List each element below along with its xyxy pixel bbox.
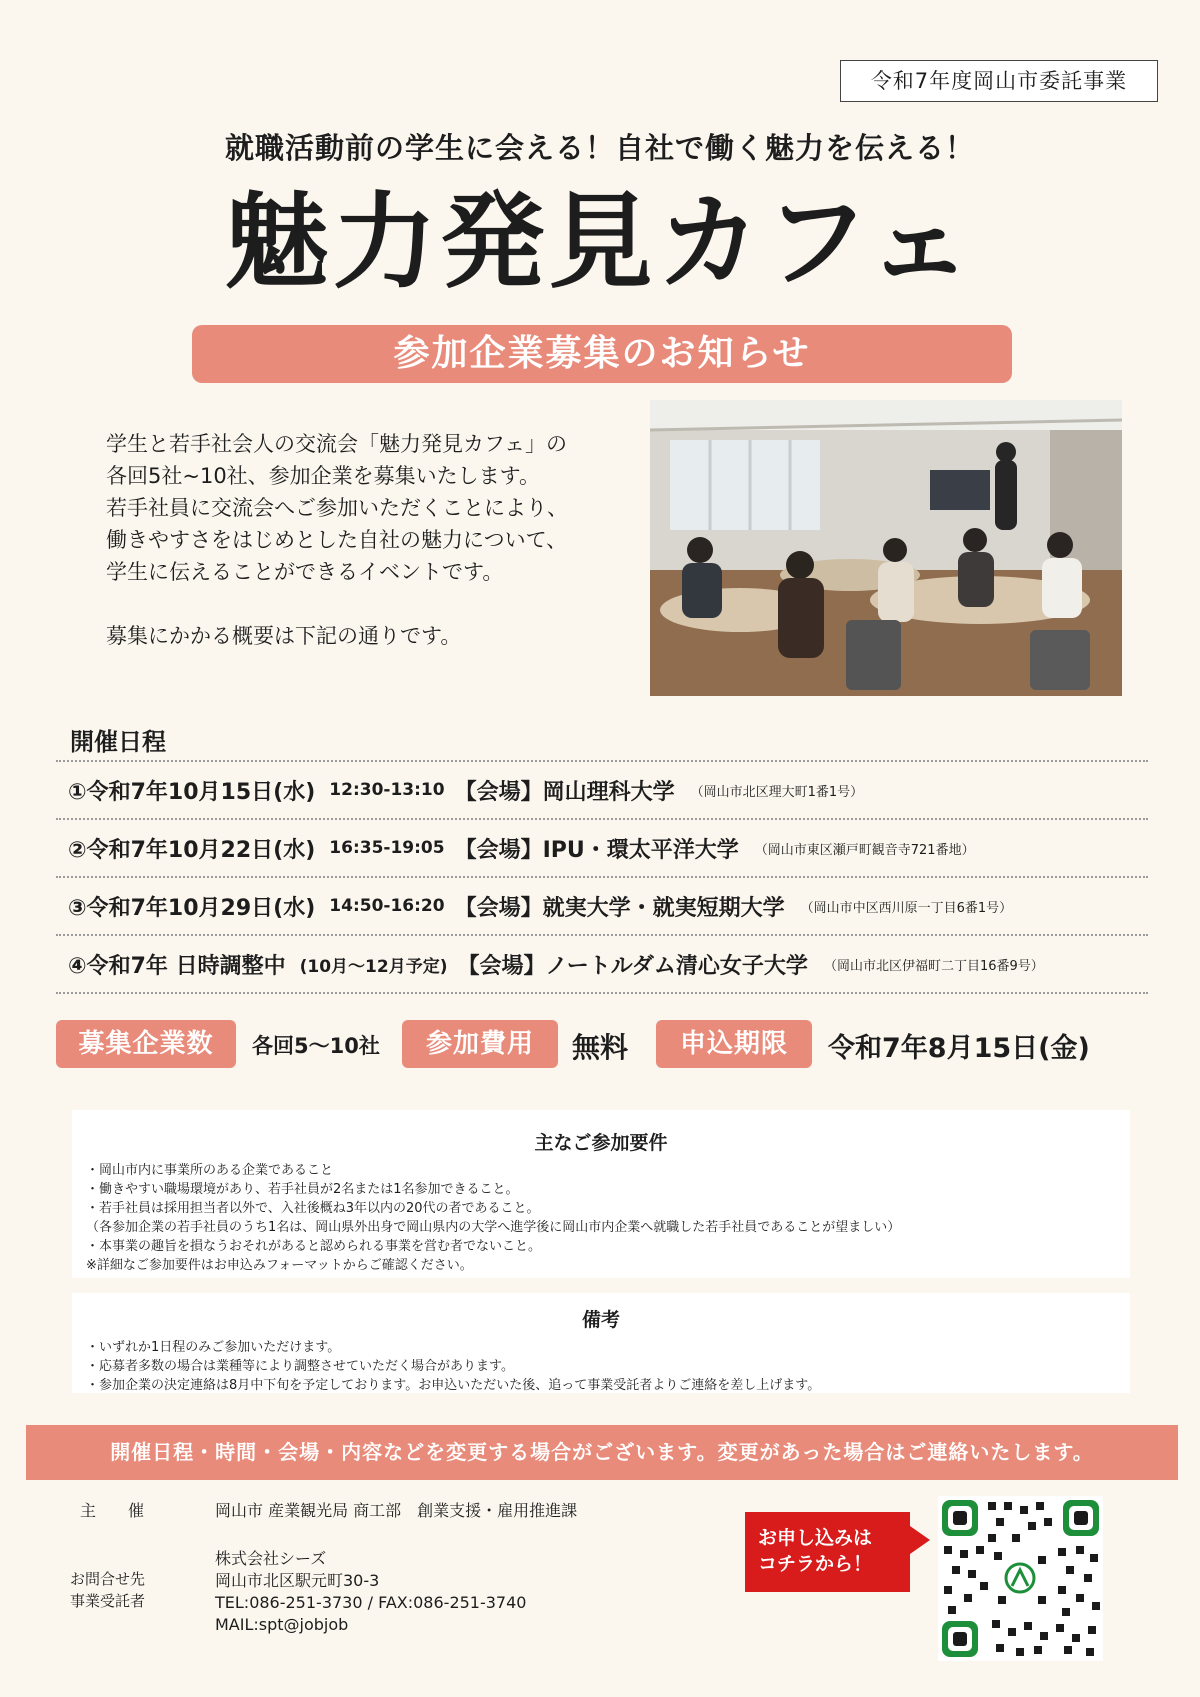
organizer: 岡山市 産業観光局 商工部 創業支援・雇用推進課 <box>215 1501 578 1520</box>
schedule-address: （岡山市北区理大町1番1号） <box>690 784 864 800</box>
apply-callout[interactable] <box>745 1512 910 1592</box>
list-item: （各参加企業の若手社員のうち1名は、岡山県外出身で岡山県内の大学へ進学後に岡山市内企業へ就職した若手社員であることが望ましい） <box>86 1220 901 1235</box>
schedule-time: (10月～12月予定) <box>299 956 448 977</box>
event-photo <box>650 400 1122 696</box>
commission-tag: 令和7年度岡山市委託事業 <box>840 60 1158 102</box>
schedule-time: 14:50-16:20 <box>329 896 445 916</box>
schedule-venue: 【会場】IPU・環太平洋大学 <box>454 837 739 863</box>
schedule-address: （岡山市北区伊福町二丁目16番9号） <box>823 958 1044 974</box>
schedule-venue: 【会場】ノートルダム清心女子大学 <box>457 953 808 979</box>
schedule-date: ①令和7年10月15日(水) <box>68 779 316 805</box>
notes-box <box>72 1293 1130 1393</box>
schedule-row <box>56 760 1148 818</box>
list-item: ・参加企業の決定連絡は8月中下旬を予定しております。お申込いただいた後、追って事業受託者よりご連絡を差し上げます。 <box>86 1378 821 1393</box>
arrow-right-icon <box>910 1526 930 1554</box>
schedule-time: 16:35-19:05 <box>329 838 445 858</box>
schedule-address: （岡山市中区西川原一丁目6番1号） <box>800 900 1013 916</box>
company-address: 岡山市北区駅元町30-3 <box>215 1571 380 1590</box>
schedule-date: ③令和7年10月29日(水) <box>68 895 316 921</box>
organizer-label: 主 催 <box>80 1501 145 1520</box>
schedule-row <box>56 934 1148 994</box>
subtitle: 就職活動前の学生に会える！自社で働く魅力を伝える！ <box>224 131 975 165</box>
intro-line: 学生に伝えることができるイベントです。 <box>106 560 504 584</box>
company-phone: TEL:086-251-3730 / FAX:086-251-3740 <box>215 1593 527 1612</box>
notes-title: 備考 <box>581 1309 620 1331</box>
list-item: ※詳細なご参加要件はお申込みフォーマットからご確認ください。 <box>86 1258 473 1273</box>
deadline-label: 申込期限 <box>656 1020 812 1068</box>
intro-line: 若手社員に交流会へご参加いただくことにより、 <box>106 496 568 520</box>
apply-callout-line: コチラから！ <box>758 1553 873 1575</box>
company-name: 株式会社シーズ <box>215 1549 327 1568</box>
schedule-row <box>56 876 1148 934</box>
intro-line: 募集にかかる概要は下記の通りです。 <box>106 624 462 648</box>
change-notice: 開催日程・時間・会場・内容などを変更する場合がございます。変更があった場合はご連絡いたします。 <box>26 1425 1178 1480</box>
page-title: 魅力発見カフェ <box>224 181 976 303</box>
intro-line: 働きやすさをはじめとした自社の魅力について、 <box>106 528 568 552</box>
schedule-venue: 【会場】岡山理科大学 <box>454 779 675 805</box>
company-mail: MAIL:spt@jobjob <box>215 1615 349 1634</box>
requirements-title: 主なご参加要件 <box>534 1132 668 1154</box>
requirements-box <box>72 1110 1130 1278</box>
qr-code-icon[interactable] <box>938 1496 1103 1661</box>
apply-callout-line: お申し込みは <box>758 1527 873 1549</box>
schedule-list <box>56 760 1148 994</box>
intro-line: 各回5社~10社、参加企業を募集いたします。 <box>106 464 540 488</box>
list-item: ・若手社員は採用担当者以外で、入社後概ね3年以内の20代の者であること。 <box>86 1201 540 1216</box>
count-value: 各回5～10社 <box>252 1034 380 1058</box>
schedule-date: ④令和7年 日時調整中 <box>68 953 286 979</box>
schedule-address: （岡山市東区瀬戸町観音寺721番地） <box>754 842 975 858</box>
recruitment-banner: 参加企業募集のお知らせ <box>192 325 1012 383</box>
notes-list <box>86 1338 1130 1395</box>
list-item: ・岡山市内に事業所のある企業であること <box>86 1163 334 1178</box>
schedule-date: ②令和7年10月22日(水) <box>68 837 316 863</box>
list-item: ・応募者多数の場合は業種等により調整させていただく場合があります。 <box>86 1359 514 1374</box>
deadline-value: 令和7年8月15日(金) <box>828 1033 1090 1064</box>
list-item: ・いずれか1日程のみご参加いただけます。 <box>86 1340 341 1355</box>
schedule-venue: 【会場】就実大学・就実短期大学 <box>454 895 785 921</box>
schedule-time: 12:30-13:10 <box>329 780 445 800</box>
intro-line: 学生と若手社会人の交流会「魅力発見カフェ」の <box>106 432 567 456</box>
contractor-label: 事業受託者 <box>70 1592 146 1610</box>
fee-label: 参加費用 <box>402 1020 558 1068</box>
schedule-title: 開催日程 <box>70 728 166 756</box>
requirements-list <box>86 1161 1130 1275</box>
count-label: 募集企業数 <box>56 1020 236 1068</box>
list-item: ・働きやすい職場環境があり、若手社員が2名または1名参加できること。 <box>86 1182 519 1197</box>
fee-value: 無料 <box>572 1031 629 1064</box>
list-item: ・本事業の趣旨を損なうおそれがあると認められる事業を営む者でないこと。 <box>86 1239 542 1254</box>
schedule-row <box>56 818 1148 876</box>
intro-text <box>106 428 646 652</box>
contact-label: お問合せ先 <box>70 1570 146 1588</box>
